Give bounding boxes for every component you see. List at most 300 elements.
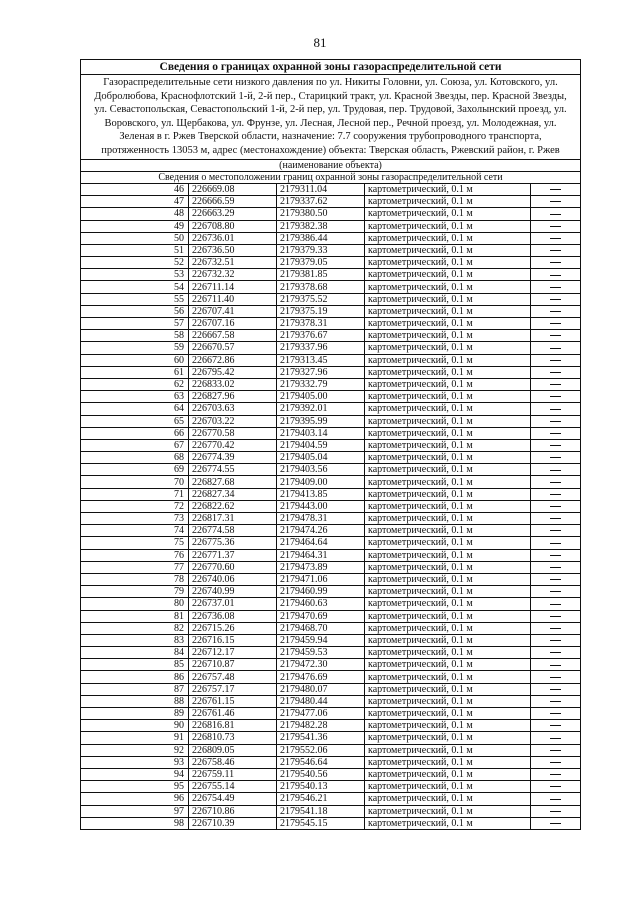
x-coordinate-cell: 226710.87 xyxy=(189,659,277,671)
dash-mark xyxy=(550,786,561,787)
description-cell xyxy=(531,610,581,622)
table-row xyxy=(81,366,581,378)
dash-mark xyxy=(550,445,561,446)
method-cell: картометрический, 0.1 м xyxy=(365,476,531,488)
x-coordinate-cell: 226817.31 xyxy=(189,513,277,525)
table-row xyxy=(81,330,581,342)
description-cell xyxy=(531,208,581,220)
y-coordinate-cell: 2179480.44 xyxy=(277,695,365,707)
y-coordinate-cell: 2179405.00 xyxy=(277,391,365,403)
x-coordinate-cell: 226740.06 xyxy=(189,573,277,585)
dash-mark xyxy=(550,555,561,556)
x-coordinate-cell: 226736.50 xyxy=(189,244,277,256)
point-number-cell: 61 xyxy=(81,366,189,378)
method-cell: картометрический, 0.1 м xyxy=(365,366,531,378)
method-cell: картометрический, 0.1 м xyxy=(365,378,531,390)
x-coordinate-cell: 226795.42 xyxy=(189,366,277,378)
table-row xyxy=(81,476,581,488)
method-cell: картометрический, 0.1 м xyxy=(365,391,531,403)
point-number-cell: 62 xyxy=(81,378,189,390)
table-row xyxy=(81,342,581,354)
point-number-cell: 78 xyxy=(81,573,189,585)
dash-mark xyxy=(550,652,561,653)
description-row xyxy=(81,75,581,160)
table-row xyxy=(81,452,581,464)
dash-mark xyxy=(550,506,561,507)
table-row xyxy=(81,293,581,305)
point-number-cell: 69 xyxy=(81,464,189,476)
method-cell: картометрический, 0.1 м xyxy=(365,768,531,780)
y-coordinate-cell: 2179403.14 xyxy=(277,427,365,439)
point-number-cell: 75 xyxy=(81,537,189,549)
description-cell xyxy=(531,476,581,488)
point-number-cell: 68 xyxy=(81,452,189,464)
point-number-cell: 48 xyxy=(81,208,189,220)
x-coordinate-cell: 226755.14 xyxy=(189,781,277,793)
table-row xyxy=(81,610,581,622)
x-coordinate-cell: 226757.48 xyxy=(189,671,277,683)
dash-mark xyxy=(550,323,561,324)
y-coordinate-cell: 2179379.05 xyxy=(277,257,365,269)
y-coordinate-cell: 2179405.04 xyxy=(277,452,365,464)
dash-mark xyxy=(550,518,561,519)
y-coordinate-cell: 2179478.31 xyxy=(277,513,365,525)
y-coordinate-cell: 2179474.26 xyxy=(277,525,365,537)
x-coordinate-cell: 226710.39 xyxy=(189,817,277,829)
table-row xyxy=(81,768,581,780)
point-number-cell: 74 xyxy=(81,525,189,537)
y-coordinate-cell: 2179327.96 xyxy=(277,366,365,378)
description-cell xyxy=(531,305,581,317)
y-coordinate-cell: 2179395.99 xyxy=(277,415,365,427)
point-number-cell: 92 xyxy=(81,744,189,756)
y-coordinate-cell: 2179311.04 xyxy=(277,183,365,195)
x-coordinate-cell: 226669.08 xyxy=(189,183,277,195)
method-cell: картометрический, 0.1 м xyxy=(365,720,531,732)
dash-mark xyxy=(550,470,561,471)
description-cell xyxy=(531,768,581,780)
table-row xyxy=(81,647,581,659)
method-cell: картометрический, 0.1 м xyxy=(365,500,531,512)
method-cell: картометрический, 0.1 м xyxy=(365,354,531,366)
description-cell xyxy=(531,671,581,683)
point-number-cell: 56 xyxy=(81,305,189,317)
table-row xyxy=(81,744,581,756)
dash-mark xyxy=(550,335,561,336)
point-number-cell: 80 xyxy=(81,598,189,610)
x-coordinate-cell: 226667.58 xyxy=(189,330,277,342)
dash-mark xyxy=(550,689,561,690)
description-cell xyxy=(531,257,581,269)
method-cell: картометрический, 0.1 м xyxy=(365,659,531,671)
point-number-cell: 64 xyxy=(81,403,189,415)
x-coordinate-cell: 226663.29 xyxy=(189,208,277,220)
point-number-cell: 46 xyxy=(81,183,189,195)
dash-mark xyxy=(550,275,561,276)
y-coordinate-cell: 2179540.13 xyxy=(277,781,365,793)
description-cell xyxy=(531,330,581,342)
table-row xyxy=(81,622,581,634)
description-cell xyxy=(531,817,581,829)
description-cell xyxy=(531,781,581,793)
point-number-cell: 57 xyxy=(81,318,189,330)
table-row xyxy=(81,257,581,269)
description-cell xyxy=(531,269,581,281)
dash-mark xyxy=(550,725,561,726)
y-coordinate-cell: 2179386.44 xyxy=(277,232,365,244)
point-number-cell: 83 xyxy=(81,634,189,646)
point-number-cell: 91 xyxy=(81,732,189,744)
description-cell xyxy=(531,720,581,732)
method-cell: картометрический, 0.1 м xyxy=(365,695,531,707)
y-coordinate-cell: 2179552.06 xyxy=(277,744,365,756)
description-cell xyxy=(531,708,581,720)
method-cell: картометрический, 0.1 м xyxy=(365,805,531,817)
y-coordinate-cell: 2179471.06 xyxy=(277,573,365,585)
point-number-cell: 59 xyxy=(81,342,189,354)
title-row xyxy=(81,60,581,75)
y-coordinate-cell: 2179473.89 xyxy=(277,561,365,573)
description-cell xyxy=(531,561,581,573)
x-coordinate-cell: 226816.81 xyxy=(189,720,277,732)
method-cell: картометрический, 0.1 м xyxy=(365,269,531,281)
description-cell xyxy=(531,732,581,744)
description-cell xyxy=(531,342,581,354)
description-cell xyxy=(531,756,581,768)
point-number-cell: 87 xyxy=(81,683,189,695)
description-cell xyxy=(531,415,581,427)
dash-mark xyxy=(550,616,561,617)
location-header-row xyxy=(81,171,581,183)
method-cell: картометрический, 0.1 м xyxy=(365,537,531,549)
table-row xyxy=(81,561,581,573)
x-coordinate-cell: 226757.17 xyxy=(189,683,277,695)
table-row xyxy=(81,439,581,451)
x-coordinate-cell: 226670.57 xyxy=(189,342,277,354)
y-coordinate-cell: 2179546.21 xyxy=(277,793,365,805)
dash-mark xyxy=(550,823,561,824)
caption-row xyxy=(81,159,581,171)
method-cell: картометрический, 0.1 м xyxy=(365,561,531,573)
dash-mark xyxy=(550,738,561,739)
method-cell: картометрический, 0.1 м xyxy=(365,549,531,561)
table-row xyxy=(81,318,581,330)
y-coordinate-cell: 2179546.64 xyxy=(277,756,365,768)
y-coordinate-cell: 2179443.00 xyxy=(277,500,365,512)
table-row xyxy=(81,281,581,293)
x-coordinate-cell: 226810.73 xyxy=(189,732,277,744)
y-coordinate-cell: 2179545.15 xyxy=(277,817,365,829)
dash-mark xyxy=(550,372,561,373)
table-row xyxy=(81,378,581,390)
x-coordinate-cell: 226761.15 xyxy=(189,695,277,707)
method-cell: картометрический, 0.1 м xyxy=(365,586,531,598)
y-coordinate-cell: 2179375.52 xyxy=(277,293,365,305)
x-coordinate-cell: 226770.58 xyxy=(189,427,277,439)
table-row xyxy=(81,403,581,415)
method-cell: картометрический, 0.1 м xyxy=(365,732,531,744)
description-cell xyxy=(531,183,581,195)
description-cell xyxy=(531,695,581,707)
description-cell xyxy=(531,573,581,585)
dash-mark xyxy=(550,579,561,580)
table-row xyxy=(81,598,581,610)
method-cell: картометрический, 0.1 м xyxy=(365,744,531,756)
y-coordinate-cell: 2179313.45 xyxy=(277,354,365,366)
y-coordinate-cell: 2179470.69 xyxy=(277,610,365,622)
table-row xyxy=(81,220,581,232)
x-coordinate-cell: 226672.86 xyxy=(189,354,277,366)
description-cell xyxy=(531,452,581,464)
method-cell: картометрический, 0.1 м xyxy=(365,634,531,646)
table-row xyxy=(81,244,581,256)
dash-mark xyxy=(550,799,561,800)
dash-mark xyxy=(550,750,561,751)
table-row xyxy=(81,671,581,683)
x-coordinate-cell: 226771.37 xyxy=(189,549,277,561)
dash-mark xyxy=(550,348,561,349)
method-cell: картометрический, 0.1 м xyxy=(365,330,531,342)
table-row xyxy=(81,305,581,317)
x-coordinate-cell: 226758.46 xyxy=(189,756,277,768)
table-row xyxy=(81,683,581,695)
method-cell: картометрический, 0.1 м xyxy=(365,573,531,585)
description-cell xyxy=(531,659,581,671)
method-cell: картометрический, 0.1 м xyxy=(365,610,531,622)
description-cell xyxy=(531,525,581,537)
point-number-cell: 85 xyxy=(81,659,189,671)
method-cell: картометрический, 0.1 м xyxy=(365,257,531,269)
x-coordinate-cell: 226759.11 xyxy=(189,768,277,780)
table-title: Сведения о границах охранной зоны газораспределительной сети xyxy=(81,60,581,75)
point-number-cell: 96 xyxy=(81,793,189,805)
dash-mark xyxy=(550,628,561,629)
dash-mark xyxy=(550,250,561,251)
table-row xyxy=(81,659,581,671)
point-number-cell: 76 xyxy=(81,549,189,561)
y-coordinate-cell: 2179378.68 xyxy=(277,281,365,293)
table-row xyxy=(81,549,581,561)
dash-mark xyxy=(550,262,561,263)
point-number-cell: 77 xyxy=(81,561,189,573)
dash-mark xyxy=(550,421,561,422)
description-cell xyxy=(531,634,581,646)
y-coordinate-cell: 2179380.50 xyxy=(277,208,365,220)
point-number-cell: 82 xyxy=(81,622,189,634)
description-cell xyxy=(531,598,581,610)
description-cell xyxy=(531,232,581,244)
table-row xyxy=(81,586,581,598)
table-row xyxy=(81,525,581,537)
table-row xyxy=(81,391,581,403)
x-coordinate-cell: 226740.99 xyxy=(189,586,277,598)
description-cell xyxy=(531,622,581,634)
table-row xyxy=(81,805,581,817)
point-number-cell: 93 xyxy=(81,756,189,768)
point-number-cell: 81 xyxy=(81,610,189,622)
dash-mark xyxy=(550,299,561,300)
point-number-cell: 53 xyxy=(81,269,189,281)
dash-mark xyxy=(550,701,561,702)
method-cell: картометрический, 0.1 м xyxy=(365,464,531,476)
description-cell xyxy=(531,354,581,366)
y-coordinate-cell: 2179480.07 xyxy=(277,683,365,695)
point-number-cell: 84 xyxy=(81,647,189,659)
y-coordinate-cell: 2179541.18 xyxy=(277,805,365,817)
description-cell xyxy=(531,500,581,512)
description-cell xyxy=(531,537,581,549)
description-cell xyxy=(531,488,581,500)
description-cell xyxy=(531,464,581,476)
dash-mark xyxy=(550,567,561,568)
table-row xyxy=(81,756,581,768)
description-cell xyxy=(531,366,581,378)
dash-mark xyxy=(550,360,561,361)
table-row xyxy=(81,196,581,208)
x-coordinate-cell: 226711.14 xyxy=(189,281,277,293)
description-cell xyxy=(531,647,581,659)
dash-mark xyxy=(550,201,561,202)
description-cell xyxy=(531,513,581,525)
method-cell: картометрический, 0.1 м xyxy=(365,622,531,634)
y-coordinate-cell: 2179541.36 xyxy=(277,732,365,744)
y-coordinate-cell: 2179337.96 xyxy=(277,342,365,354)
method-cell: картометрический, 0.1 м xyxy=(365,220,531,232)
method-cell: картометрический, 0.1 м xyxy=(365,196,531,208)
y-coordinate-cell: 2179464.31 xyxy=(277,549,365,561)
x-coordinate-cell: 226761.46 xyxy=(189,708,277,720)
x-coordinate-cell: 226707.16 xyxy=(189,318,277,330)
dash-mark xyxy=(550,396,561,397)
x-coordinate-cell: 226774.39 xyxy=(189,452,277,464)
method-cell: картометрический, 0.1 м xyxy=(365,183,531,195)
method-cell: картометрический, 0.1 м xyxy=(365,403,531,415)
table-row xyxy=(81,513,581,525)
table-row xyxy=(81,720,581,732)
description-cell xyxy=(531,403,581,415)
description-cell xyxy=(531,244,581,256)
dash-mark xyxy=(550,762,561,763)
table-row xyxy=(81,415,581,427)
point-number-cell: 90 xyxy=(81,720,189,732)
y-coordinate-cell: 2179381.85 xyxy=(277,269,365,281)
point-number-cell: 49 xyxy=(81,220,189,232)
dash-mark xyxy=(550,640,561,641)
dash-mark xyxy=(550,214,561,215)
point-number-cell: 50 xyxy=(81,232,189,244)
x-coordinate-cell: 226737.01 xyxy=(189,598,277,610)
point-number-cell: 52 xyxy=(81,257,189,269)
x-coordinate-cell: 226770.60 xyxy=(189,561,277,573)
description-cell xyxy=(531,318,581,330)
point-number-cell: 98 xyxy=(81,817,189,829)
x-coordinate-cell: 226736.08 xyxy=(189,610,277,622)
description-cell xyxy=(531,586,581,598)
y-coordinate-cell: 2179382.38 xyxy=(277,220,365,232)
description-cell xyxy=(531,281,581,293)
description-cell xyxy=(531,391,581,403)
table-row xyxy=(81,781,581,793)
description-cell xyxy=(531,427,581,439)
description-cell xyxy=(531,378,581,390)
dash-mark xyxy=(550,311,561,312)
dash-mark xyxy=(550,604,561,605)
y-coordinate-cell: 2179540.56 xyxy=(277,768,365,780)
dash-mark xyxy=(550,530,561,531)
point-number-cell: 54 xyxy=(81,281,189,293)
y-coordinate-cell: 2179409.00 xyxy=(277,476,365,488)
method-cell: картометрический, 0.1 м xyxy=(365,232,531,244)
x-coordinate-cell: 226708.80 xyxy=(189,220,277,232)
table-row xyxy=(81,232,581,244)
dash-mark xyxy=(550,384,561,385)
point-number-cell: 58 xyxy=(81,330,189,342)
x-coordinate-cell: 226712.17 xyxy=(189,647,277,659)
dash-mark xyxy=(550,774,561,775)
x-coordinate-cell: 226736.01 xyxy=(189,232,277,244)
dash-mark xyxy=(550,482,561,483)
description-cell xyxy=(531,196,581,208)
method-cell: картометрический, 0.1 м xyxy=(365,318,531,330)
dash-mark xyxy=(550,677,561,678)
method-cell: картометрический, 0.1 м xyxy=(365,708,531,720)
point-number-cell: 79 xyxy=(81,586,189,598)
dash-mark xyxy=(550,494,561,495)
method-cell: картометрический, 0.1 м xyxy=(365,305,531,317)
table-row xyxy=(81,695,581,707)
point-number-cell: 63 xyxy=(81,391,189,403)
table-row xyxy=(81,793,581,805)
x-coordinate-cell: 226827.68 xyxy=(189,476,277,488)
method-cell: картометрический, 0.1 м xyxy=(365,756,531,768)
y-coordinate-cell: 2179460.99 xyxy=(277,586,365,598)
x-coordinate-cell: 226732.32 xyxy=(189,269,277,281)
x-coordinate-cell: 226715.26 xyxy=(189,622,277,634)
dash-mark xyxy=(550,433,561,434)
point-number-cell: 97 xyxy=(81,805,189,817)
point-number-cell: 65 xyxy=(81,415,189,427)
table-row xyxy=(81,817,581,829)
point-number-cell: 71 xyxy=(81,488,189,500)
point-number-cell: 72 xyxy=(81,500,189,512)
description-cell xyxy=(531,744,581,756)
description-cell xyxy=(531,439,581,451)
x-coordinate-cell: 226732.51 xyxy=(189,257,277,269)
description-cell xyxy=(531,805,581,817)
table-row xyxy=(81,573,581,585)
x-coordinate-cell: 226703.22 xyxy=(189,415,277,427)
description-cell xyxy=(531,683,581,695)
y-coordinate-cell: 2179379.33 xyxy=(277,244,365,256)
y-coordinate-cell: 2179332.79 xyxy=(277,378,365,390)
y-coordinate-cell: 2179482.28 xyxy=(277,720,365,732)
x-coordinate-cell: 226774.58 xyxy=(189,525,277,537)
table-row xyxy=(81,708,581,720)
y-coordinate-cell: 2179460.63 xyxy=(277,598,365,610)
dash-mark xyxy=(550,226,561,227)
method-cell: картометрический, 0.1 м xyxy=(365,525,531,537)
dash-mark xyxy=(550,287,561,288)
dash-mark xyxy=(550,457,561,458)
dash-mark xyxy=(550,811,561,812)
method-cell: картометрический, 0.1 м xyxy=(365,281,531,293)
table-row xyxy=(81,208,581,220)
y-coordinate-cell: 2179468.70 xyxy=(277,622,365,634)
point-number-cell: 70 xyxy=(81,476,189,488)
table-row xyxy=(81,537,581,549)
point-number-cell: 67 xyxy=(81,439,189,451)
table-row xyxy=(81,183,581,195)
